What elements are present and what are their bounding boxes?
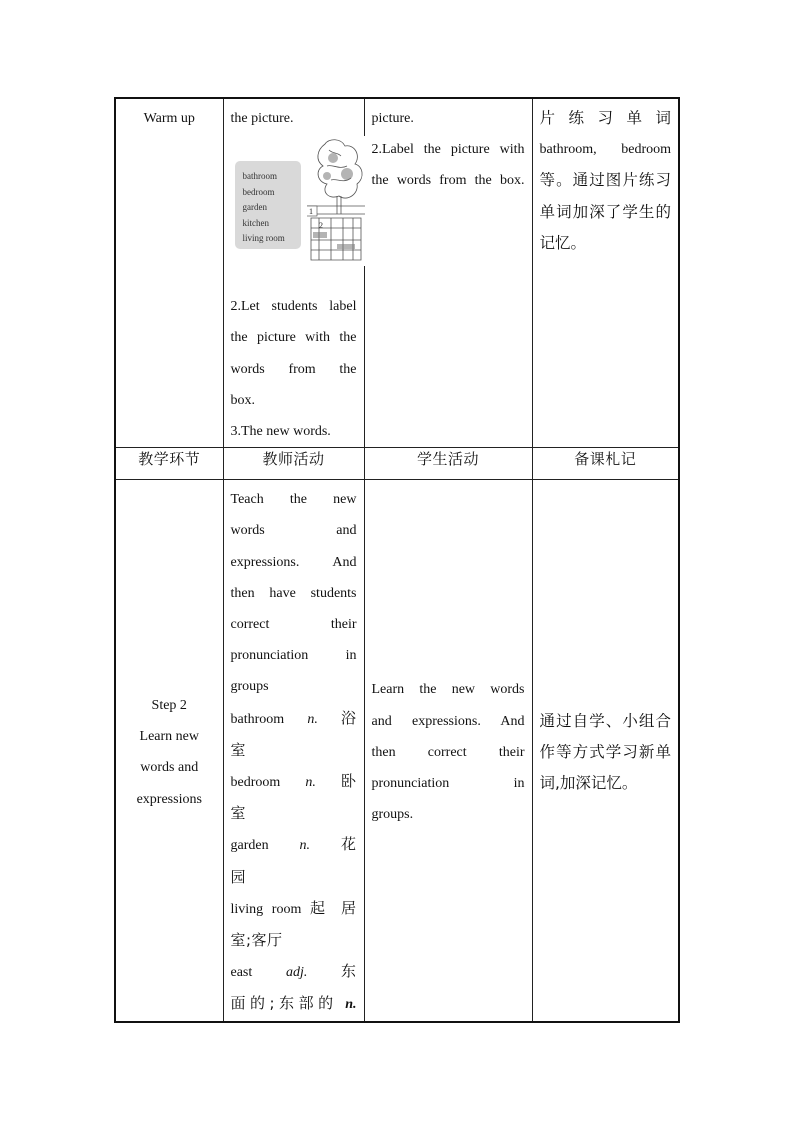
vocab-pos: n.	[299, 838, 311, 854]
vocab-meaning: 东	[341, 962, 357, 981]
notes-line: 记忆。	[539, 233, 587, 252]
vocab-meaning: 室	[230, 804, 247, 823]
teacher-line: groups	[230, 679, 269, 695]
notes-line: 通过自学、小组合	[539, 711, 671, 730]
vocab-entry	[231, 988, 357, 1020]
notes-line: 单词加深了学生的	[539, 202, 671, 221]
notes-line: 词,加深记忆。	[539, 774, 638, 793]
vocab-meaning: 室;客厅	[230, 931, 283, 950]
header-stage: 教学环节	[115, 448, 223, 480]
teacher-line: expressions. And	[230, 554, 357, 570]
vocab-meaning: 面的;东部的	[230, 994, 338, 1013]
teacher-line: 2.Let students label	[230, 299, 357, 315]
notes-cell	[532, 98, 679, 448]
vocab-entry	[231, 956, 357, 988]
teacher-line: box.	[230, 392, 255, 408]
stage-line: Step 2	[151, 698, 187, 714]
stage-line: Learn new	[139, 729, 199, 745]
teacher-activity-cell	[223, 480, 364, 1022]
notes-line: 等。通过图片练习	[539, 171, 671, 190]
vocab-meaning: 室	[230, 740, 247, 759]
notes-line: 作等方式学习新单	[539, 742, 671, 761]
header-notes: 备课札记	[532, 448, 679, 480]
vocab-word: east	[230, 965, 253, 981]
teacher-line: Teach the new	[230, 492, 357, 508]
teacher-activity-cell	[223, 98, 364, 448]
stage-cell	[115, 98, 223, 448]
stage-line: words and	[140, 760, 199, 776]
student-activity-cell	[364, 480, 532, 1022]
vocab-word: garden	[230, 838, 269, 854]
teacher-line: pronunciation in	[230, 648, 357, 664]
word-box	[235, 161, 301, 249]
vocab-word: bedroom	[230, 775, 281, 791]
notes-line: 片 练 习 单 词	[539, 109, 671, 127]
word-box-item: bathroom	[242, 171, 277, 182]
teacher-line: words from the	[230, 361, 357, 377]
picture-label-1: 1	[308, 207, 313, 217]
teacher-line: 3.The new words.	[230, 424, 331, 440]
vocab-word: living room	[230, 901, 302, 917]
teacher-line: correct their	[230, 617, 357, 633]
student-activity-cell	[364, 98, 532, 448]
teacher-line: the picture with the	[230, 330, 357, 346]
vocab-meaning: 园	[230, 867, 247, 886]
teacher-line: words and	[230, 523, 357, 539]
picture-label-2: 2	[318, 221, 323, 231]
word-box-item: garden	[242, 202, 267, 213]
stage-label: Warm up	[143, 111, 195, 126]
student-line: Learn the new words	[371, 682, 525, 698]
vocab-pos: n.	[305, 775, 316, 791]
header-student: 学生活动	[364, 448, 532, 480]
vocab-meaning: 浴	[341, 708, 357, 727]
vocab-entry	[231, 766, 357, 798]
vocab-meaning: 卧	[340, 772, 357, 791]
student-line: picture.	[371, 111, 414, 126]
stage-line: expressions	[136, 791, 202, 807]
stage-cell	[115, 480, 223, 1022]
word-box-item: bedroom	[242, 186, 275, 197]
vocab-meaning: 花	[341, 835, 357, 854]
table-row-warm-up	[115, 98, 679, 448]
table-header-row	[115, 448, 679, 480]
vocab-entry	[231, 829, 357, 861]
vocab-pos: adj.	[285, 965, 308, 981]
student-line: the words from the box.	[371, 173, 525, 189]
student-line: pronunciation in	[371, 776, 525, 792]
lesson-plan-table	[114, 97, 680, 1023]
student-line: 2.Label the picture with	[371, 142, 525, 158]
student-line: and expressions. And	[371, 713, 525, 729]
vocab-entry	[231, 893, 357, 925]
teacher-line: the picture.	[230, 111, 294, 126]
house-illustration	[307, 136, 365, 266]
notes-cell	[532, 480, 679, 1022]
vocab-pos: n.	[345, 997, 357, 1013]
word-box-item: living room	[242, 233, 285, 244]
table-row-step-2	[115, 480, 679, 1022]
header-teacher: 教师活动	[223, 448, 364, 480]
vocab-meaning: 起 居	[309, 898, 357, 917]
vocab-entry	[231, 703, 357, 735]
student-line: then correct their	[371, 744, 525, 760]
teacher-line: then have students	[230, 585, 357, 601]
notes-line: bathroom, bedroom	[539, 142, 671, 158]
word-box-item: kitchen	[242, 217, 269, 228]
vocab-pos: n.	[307, 711, 318, 727]
student-line: groups.	[371, 807, 414, 823]
label-picture-exercise	[231, 136, 357, 271]
vocab-word: bathroom	[230, 711, 285, 727]
